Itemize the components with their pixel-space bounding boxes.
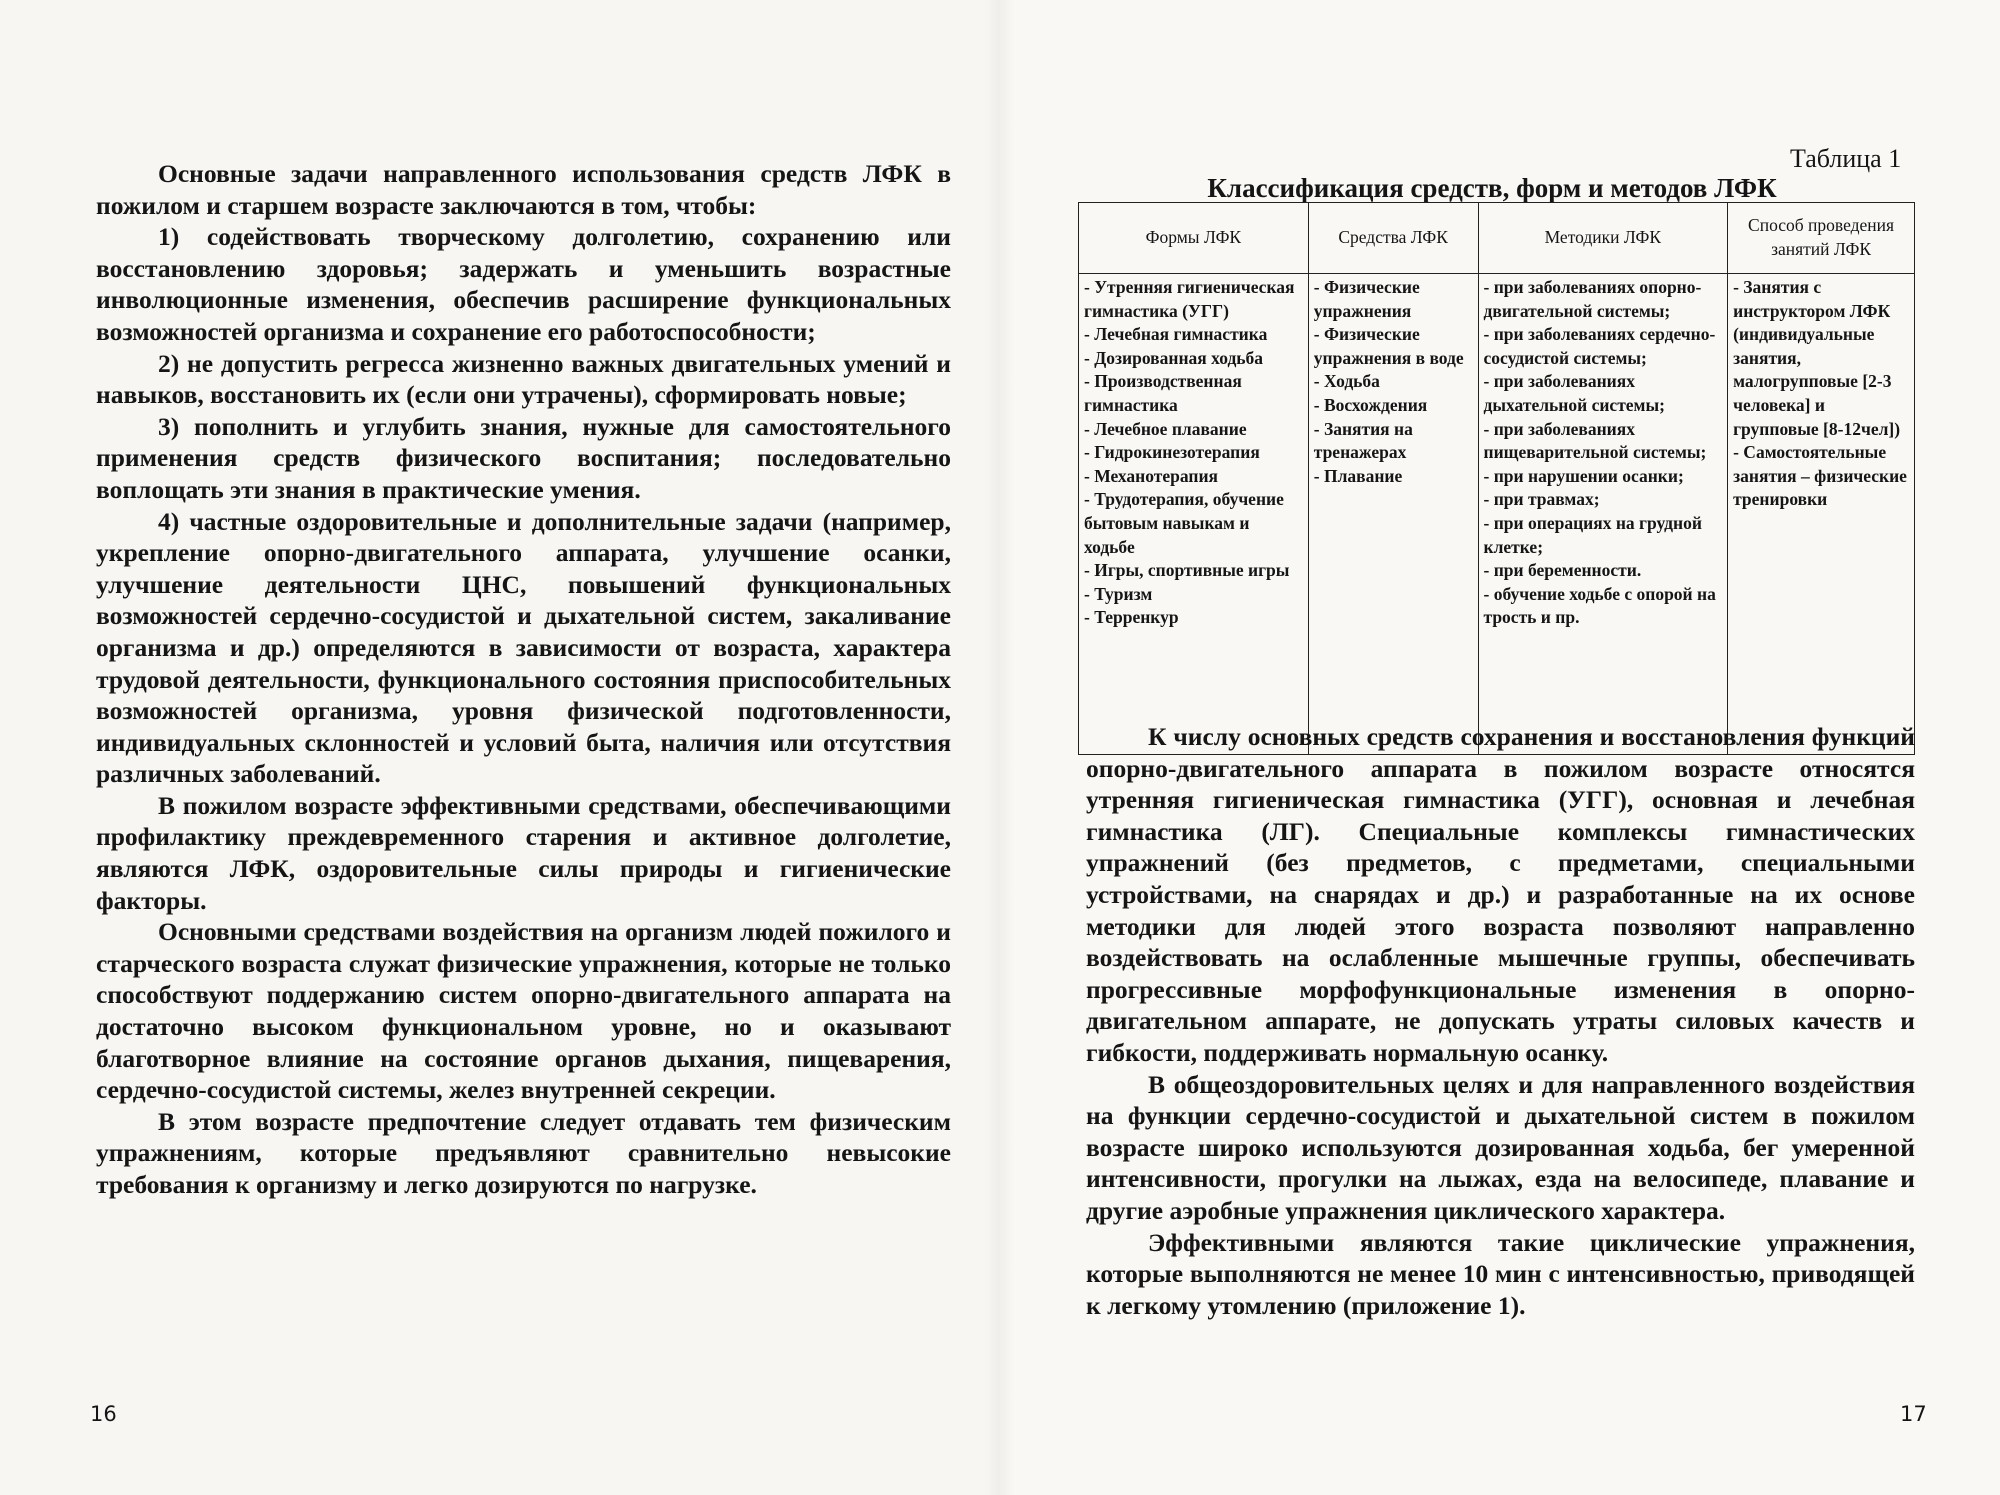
table-header-cell: Способ проведения занятий ЛФК [1728,203,1915,274]
list-item: - Производственная гимнастика [1084,371,1242,415]
list-item: - Самостоятельные занятия – физические тренировки [1733,442,1907,510]
list-item: - при травмах; [1483,489,1600,510]
list-item: - Терренкур [1084,607,1179,628]
table-cell-forms [1079,274,1309,755]
paragraph: В пожилом возрасте эффективными средствами, обеспечивающими профилактику преждевременного старения и активное долголетие, являются ЛФК, оздоровительные силы природы и гигиенические факторы. [96,790,951,915]
list-item: - Туризм [1084,583,1153,604]
paragraph: В этом возрасте предпочтение следует отдавать тем физическим упражнениям, которые предъявляют сравнительно невысокие требования к организму и легко дозируются по нагрузке. [96,1106,951,1199]
classification-table [1078,202,1915,755]
paragraph: К числу основных средств сохранения и восстановления функций опорно-двигательного аппарата в пожилом возрасте относятся утренняя гигиеническая гимнастика (УГГ), основная и лечебная гимнастика (ЛГ). Специальные комплексы гимнастических упражнений (без предметов, с предметами, специальными устройствами, на снарядах и др.) и разработанные на их основе методики для людей этого возраста позволяют направленно воздействовать на ослабленные мышечные группы, обеспечивать прогрессивные морфофункциональные изменения в опорно-двигательном аппарате, не допускать утраты силовых качеств и гибкости, поддерживать нормальную осанку. [1086,722,1915,1067]
left-page-text [96,158,951,1201]
list-item: - Гидрокинезотерапия [1084,442,1260,463]
paragraph: 4) частные оздоровительные и дополнительные задачи (например, укрепление опорно-двигательного аппарата, улучшение осанки, улучшение деятельности ЦНС, повышений функциональных возможностей сердечно-сосудистой и дыхательной систем, закаливание организма и др.) определяются в зависимости от возраста, характера трудовой деятельности, функционального состояния приспособительных возможностей организма, уровня физической подготовленности, индивидуальных склонностей и условий быта, наличия или отсутствия различных заболеваний. [96,506,951,789]
table-cell-means [1308,274,1478,755]
page-number: 17 [1900,1402,1927,1426]
page-number: 16 [90,1402,117,1426]
list-item: - при операциях на грудной клетке; [1483,512,1702,557]
book-gutter [985,0,1015,1495]
list-item: - Восхождения [1313,394,1428,415]
list-item: - Физические упражнения [1313,277,1420,321]
list-item: - обучение ходьбе с опорой на трость и пр. [1483,583,1716,628]
table-row [1079,274,1915,755]
paragraph: Эффективными являются такие циклические упражнения, которые выполняются не менее 10 мин с интенсивностью, приводящей к легкому утомлению (приложение 1). [1086,1227,1915,1320]
right-page-text [1086,721,1915,1321]
list-item: - Трудотерапия, обучение бытовым навыкам и ходьбе [1084,489,1284,557]
list-item: - при беременности. [1483,560,1642,581]
table-header-cell: Средства ЛФК [1308,203,1478,274]
paragraph: 1) содействовать творческому долголетию, сохранению или восстановлению здоровья; задержать и уменьшить возрастные инволюционные изменения, обеспечив расширение функциональных возможностей организма и сохранение его работоспособности; [96,222,951,346]
right-page [1000,0,2000,1495]
table-header-cell: Методики ЛФК [1478,203,1728,274]
table-header-cell: Формы ЛФК [1079,203,1309,274]
table-title: Классификация средств, форм и методов ЛФК [1207,173,1777,203]
list-item: - Механотерапия [1084,465,1219,486]
list-item: - при заболеваниях дыхательной системы; [1483,371,1665,415]
paragraph: Основными средствами воздействия на организм людей пожилого и старческого возраста служат физические упражнения, которые не только способствуют поддержанию систем опорно-двигательного аппарата на достаточно высоком функциональном уровне, но и оказывают благотворное влияние на состояние органов дыхания, пищеварения, сердечно-сосудистой системы, желез внутренней секреции. [96,917,951,1105]
list-item: - при заболеваниях опорно-двигательной системы; [1483,277,1702,321]
table-cell-methods [1478,274,1728,755]
paragraph: 2) не допустить регресса жизненно важных двигательных умений и навыков, восстановить их (если они утрачены), сформировать новые; [96,348,951,410]
list-item: - при заболеваниях сердечно-сосудистой системы; [1483,324,1716,368]
table-cell-conduct [1728,274,1915,755]
list-item: - Занятия с инструктором ЛФК (индивидуальные занятия, малогрупповые [2-3 человека] и групповые [8-12чел]) [1733,277,1901,439]
list-item: - при нарушении осанки; [1483,465,1684,486]
paragraph: 3) пополнить и углубить знания, нужные для самостоятельного применения средств физического воспитания; последовательно воплощать эти знания в практические умения. [96,411,951,504]
list-item: - Утренняя гигиеническая гимнастика (УГГ) [1084,277,1295,321]
list-item: - Плавание [1313,465,1403,486]
list-item: - Физические упражнения в воде [1313,324,1464,368]
list-item: - Дозированная ходьба [1084,347,1264,368]
list-item: - Лечебное плавание [1084,418,1247,439]
list-item: - Лечебная гимнастика [1084,324,1268,345]
list-item: - Занятия на тренажерах [1313,418,1413,463]
list-item: - при заболеваниях пищеварительной системы; [1483,418,1707,463]
list-item: - Ходьба [1313,371,1380,392]
table-label: Таблица 1 [1790,144,1902,173]
paragraph: Основные задачи направленного использования средств ЛФК в пожилом и старшем возрасте заключаются в том, чтобы: [96,159,951,220]
paragraph: В общеоздоровительных целях и для направленного воздействия на функции сердечно-сосудистой и дыхательной систем в пожилом возрасте широко используются дозированная ходьба, бег умеренной интенсивности, прогулки на лыжах, езда на велосипеде, плавание и другие аэробные упражнения циклического характера. [1086,1069,1915,1225]
table-header-row [1079,203,1915,274]
list-item: - Игры, спортивные игры [1084,560,1290,581]
